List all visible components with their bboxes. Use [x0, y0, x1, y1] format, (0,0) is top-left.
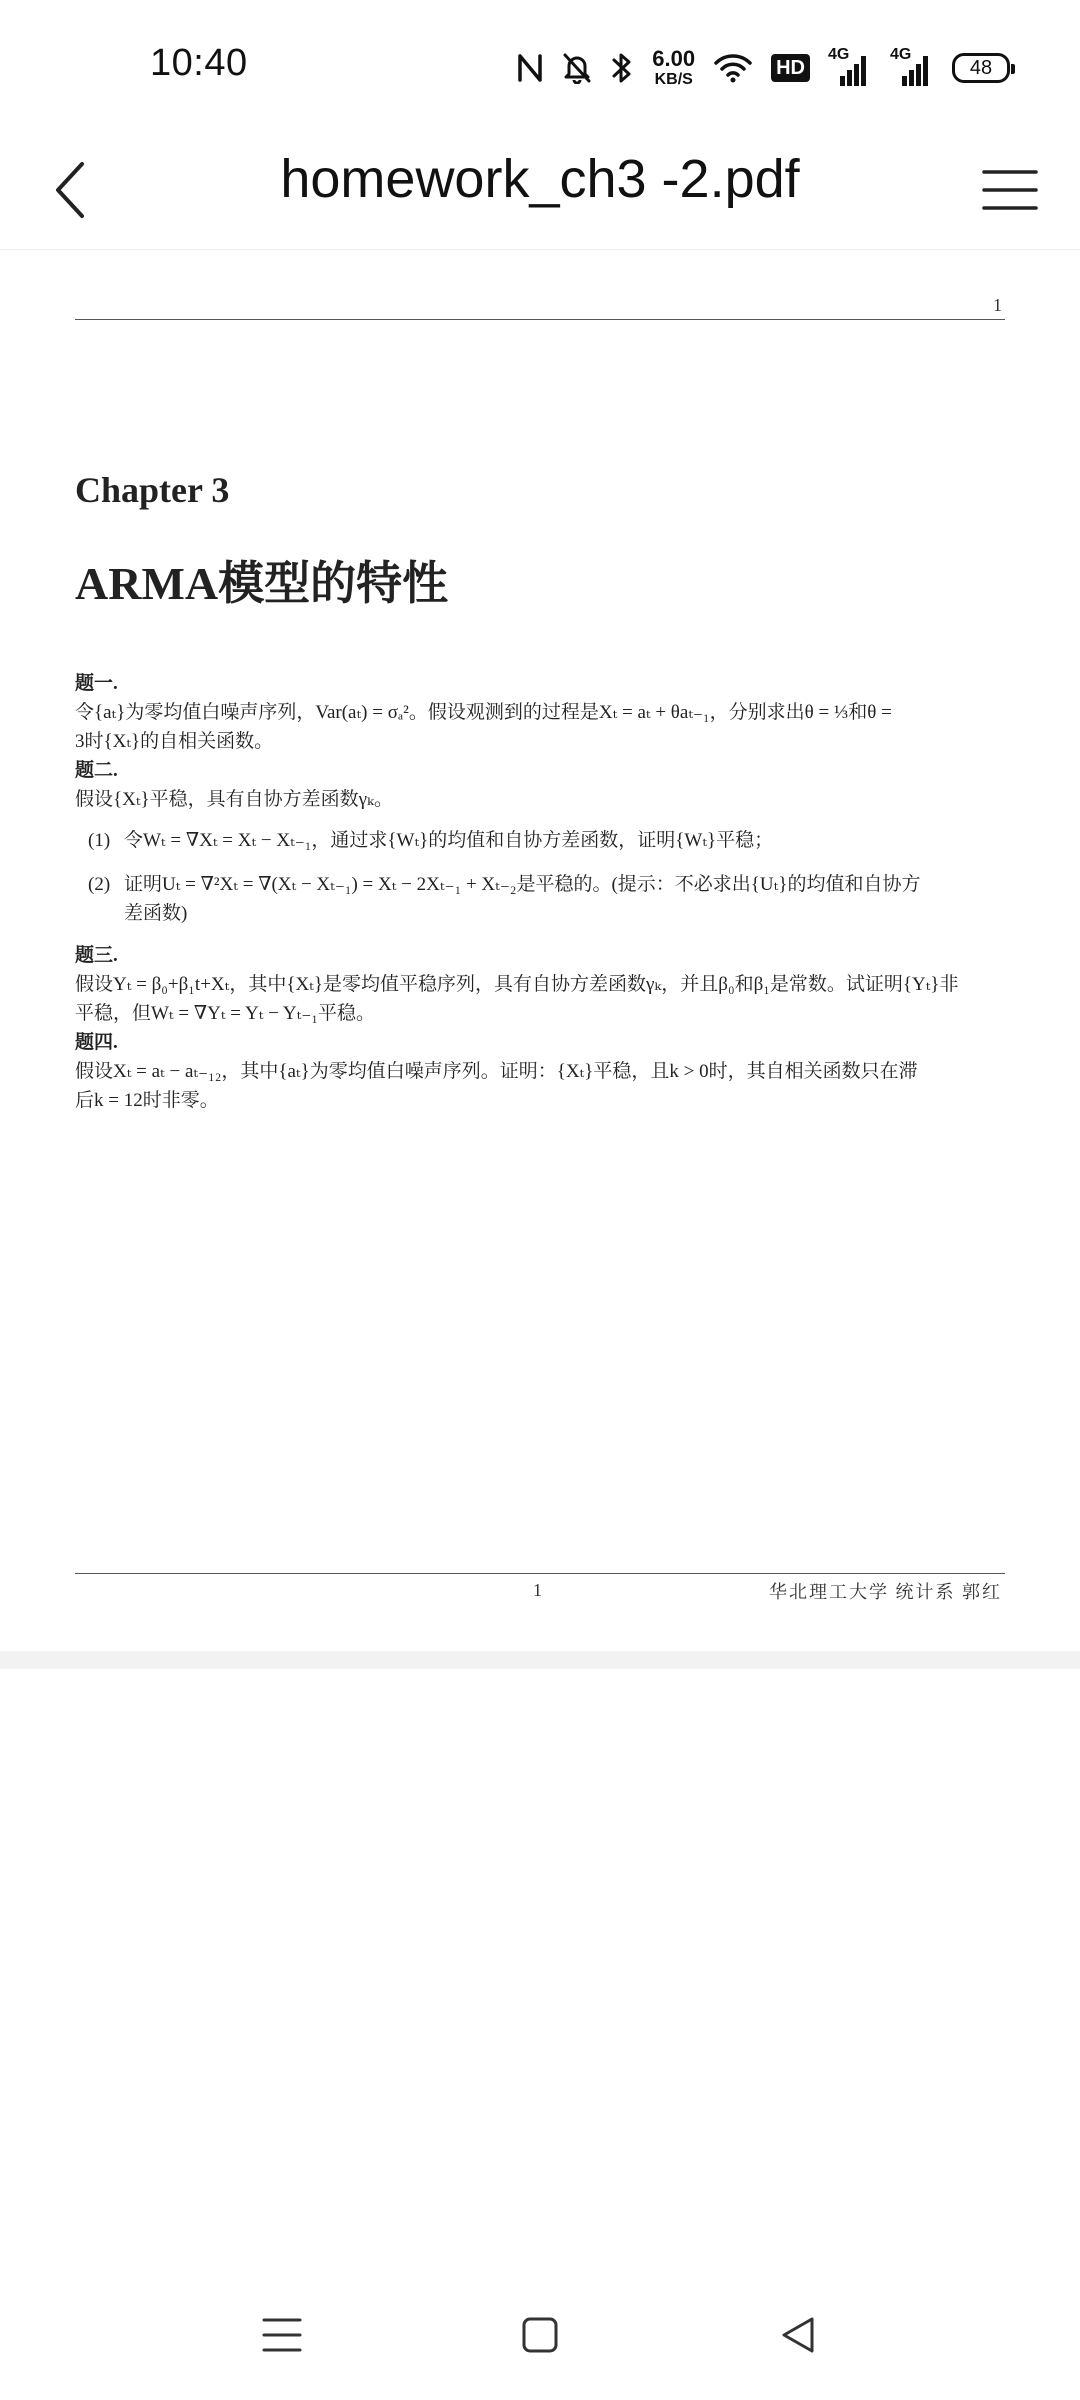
- question-2-heading: 题二.: [75, 760, 118, 781]
- question-3: [75, 941, 1005, 1028]
- mute-bell-icon: [562, 52, 592, 84]
- question-2-item-2-number: (2): [88, 874, 111, 895]
- question-2-intro: 假设{Xₜ}平稳，具有自协方差函数γₖ。: [75, 789, 393, 810]
- question-2: [75, 756, 1005, 814]
- question-2-item-2: [88, 870, 1005, 928]
- page-footer-institution: 华北理工大学 统计系 郭红: [769, 1582, 1002, 1602]
- nfc-icon: [516, 52, 544, 84]
- battery-indicator: 48: [952, 53, 1010, 83]
- bluetooth-icon: [610, 51, 634, 85]
- question-4: [75, 1028, 1005, 1115]
- page-footer-number: 1: [533, 1580, 542, 1600]
- question-2-item-2-line-2: 差函数): [124, 903, 188, 924]
- question-1-line-1: 令{aₜ}为零均值白噪声序列，Var(aₜ) = σₐ²。假设观测到的过程是Xₜ = aₜ + θaₜ₋₁，分别求出θ = ⅓和θ =: [75, 702, 892, 723]
- signal-strength-1: [828, 46, 872, 86]
- page-separator: [0, 1651, 1080, 1669]
- back-button[interactable]: [30, 150, 110, 230]
- page-header-rule: [75, 319, 1005, 320]
- page-footer-rule: [75, 1573, 1005, 1574]
- chevron-left-icon: [50, 160, 90, 220]
- chapter-label: Chapter 3: [75, 470, 230, 510]
- status-icons: [516, 40, 1010, 96]
- question-3-line-1: 假设Yₜ = β₀+β₁t+Xₜ，其中{Xₜ}是零均值平稳序列，具有自协方差函数γₖ，并且β₀和β₁是常数。试证明{Yₜ}非: [75, 974, 959, 995]
- back-nav-button[interactable]: [758, 2295, 838, 2375]
- question-1: [75, 669, 1005, 756]
- question-2-item-1: [88, 826, 1005, 855]
- question-4-heading: 题四.: [75, 1032, 118, 1053]
- pdf-page: [0, 251, 1080, 1651]
- status-bar: [0, 0, 1080, 130]
- pdf-viewport[interactable]: [0, 251, 1080, 1651]
- recent-apps-button[interactable]: [242, 2295, 322, 2375]
- document-title: homework_ch3 -2.pdf: [280, 149, 800, 209]
- wifi-icon: [713, 52, 753, 84]
- question-1-line-2: 3时{Xₜ}的自相关函数。: [75, 731, 274, 752]
- question-3-heading: 题三.: [75, 945, 118, 966]
- back-triangle-icon: [778, 2315, 818, 2355]
- page-header-number: 1: [993, 295, 1002, 315]
- recent-apps-icon: [262, 2317, 302, 2353]
- hamburger-menu-icon: [982, 168, 1038, 212]
- chapter-title: ARMA模型的特性: [75, 558, 449, 609]
- question-2-item-1-number: (1): [88, 830, 111, 851]
- home-icon: [520, 2315, 560, 2355]
- status-time: 10:40: [150, 42, 248, 84]
- network-speed-unit: KB/S: [654, 71, 693, 88]
- home-button[interactable]: [500, 2295, 580, 2375]
- signal-1-label: 4G: [828, 46, 850, 63]
- question-3-line-2: 平稳，但Wₜ = ∇Yₜ = Yₜ − Yₜ₋₁平稳。: [75, 1003, 375, 1024]
- network-speed: [652, 48, 695, 88]
- network-speed-value: 6.00: [652, 46, 696, 71]
- question-2-item-1-text: 令Wₜ = ∇Xₜ = Xₜ − Xₜ₋₁，通过求{Wₜ}的均值和自协方差函数，证明{Wₜ}平稳；: [124, 830, 774, 851]
- system-nav-bar: [0, 2270, 1080, 2400]
- signal-2-label: 4G: [890, 46, 912, 63]
- question-1-heading: 题一.: [75, 673, 118, 694]
- hd-voice-badge: HD: [771, 54, 810, 82]
- signal-strength-2: [890, 46, 934, 86]
- question-2-item-2-line-1: 证明Uₜ = ∇²Xₜ = ∇(Xₜ − Xₜ₋₁) = Xₜ − 2Xₜ₋₁ + Xₜ₋₂是平稳的。(提示：不必求出{Uₜ}的均值和自协方: [124, 874, 921, 895]
- question-4-line-2: 后k = 12时非零。: [75, 1090, 219, 1111]
- app-header: [0, 130, 1080, 250]
- question-4-line-1: 假设Xₜ = aₜ − aₜ₋₁₂，其中{aₜ}为零均值白噪声序列。证明：{Xₜ}平稳，且k > 0时，其自相关函数只在滞: [75, 1061, 918, 1082]
- menu-button[interactable]: [970, 150, 1050, 230]
